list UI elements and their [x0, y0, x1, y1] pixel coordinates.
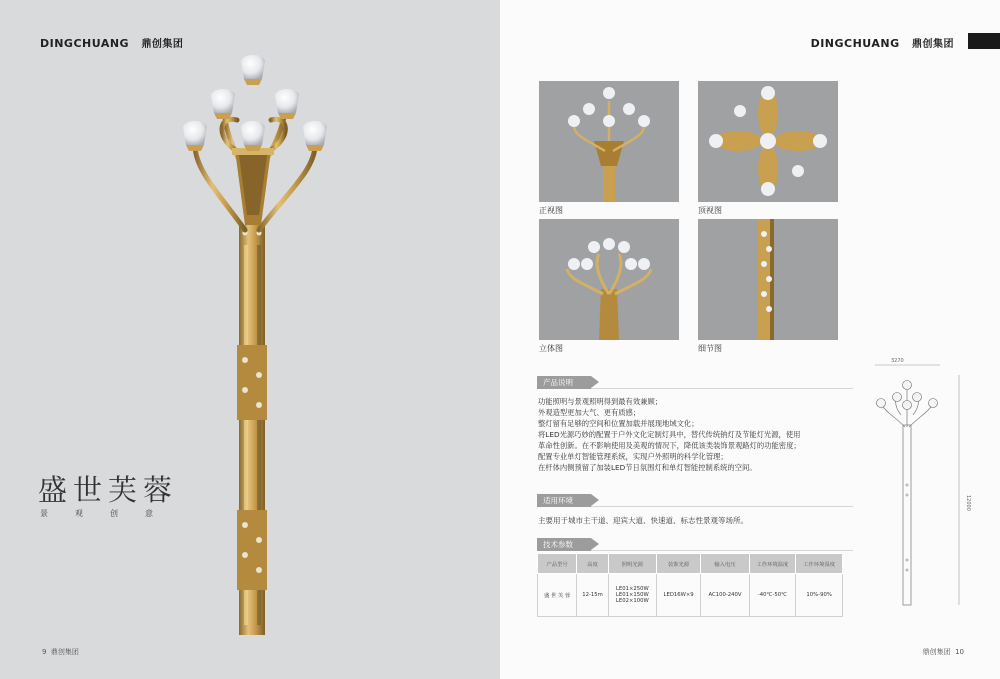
- description-line: 将LED光源巧妙的配置于户外文化定制灯具中，替代传统钠灯及节能灯光源，使用: [538, 430, 801, 439]
- spec-header: 工作环境温度: [749, 554, 796, 574]
- dimension-width-label: 3270: [891, 358, 904, 364]
- spec-table: [537, 553, 843, 617]
- spec-cell-temp: -40℃-50℃: [749, 574, 796, 617]
- page-number: 10: [955, 648, 964, 656]
- view-label-perspective: 立体图: [539, 344, 563, 353]
- spec-header: 装饰光源: [656, 554, 700, 574]
- spec-cell-voltage: AC100-240V: [701, 574, 749, 617]
- section-tag-specs: 技术参数: [537, 538, 591, 551]
- product-title: 盛世芙蓉: [38, 473, 179, 507]
- view-label-detail: 细节图: [698, 344, 722, 353]
- brand-bar-decoration: [968, 33, 1000, 49]
- table-row: [538, 574, 843, 617]
- streetlight-pole-illustration: [175, 55, 345, 635]
- footer-label: 鼎创集团: [922, 648, 951, 656]
- description-line: 整灯留有足够的空间和位置加载并展现地域文化；: [538, 419, 699, 428]
- page-footer-right: [923, 647, 964, 657]
- description-line: 在杆体内侧预留了加装LED节日氛围灯和单灯智能控制系统的空间。: [538, 463, 757, 472]
- brand-name-en: DINGCHUANG: [40, 37, 130, 50]
- spec-header: 照明光源: [608, 554, 656, 574]
- light-source-line: LE01×150W: [615, 592, 649, 598]
- dimension-drawing: [855, 355, 975, 610]
- description-line: 配置专业单灯智能管理系统，实现户外照明的科学化管理；: [538, 452, 728, 461]
- brand-header-left: [40, 35, 183, 50]
- product-subtitle: [40, 508, 180, 519]
- brand-name-cn: 鼎创集团: [912, 39, 954, 50]
- usage-text: 主要用于城市主干道、迎宾大道、快速道、标志性景观等场所。: [538, 516, 748, 525]
- spec-cell-light-source: [608, 574, 656, 617]
- subtitle-char: 景: [40, 509, 48, 518]
- spec-cell-decor-source: LED16W×9: [656, 574, 700, 617]
- description-line: 革命性创新。在不影响使用及美观的情况下，降低该类装饰景观路灯的功能密度；: [538, 441, 801, 450]
- view-label-top: 顶视图: [698, 206, 722, 215]
- brand-name-cn: 鼎创集团: [141, 39, 184, 50]
- section-tag-usage: 适用环境: [537, 494, 591, 507]
- description-line: 外观造型更加大气、更有质感；: [538, 408, 641, 417]
- page-footer-left: [42, 647, 79, 657]
- front-view-photo: [539, 81, 679, 202]
- spec-header-row: [538, 554, 843, 574]
- footer-label: 鼎创集团: [50, 648, 79, 656]
- brand-header-right: [811, 35, 954, 50]
- section-tag-description: 产品说明: [537, 376, 591, 389]
- top-view-photo: [698, 81, 838, 202]
- page-number: 9: [42, 648, 47, 656]
- subtitle-char: 观: [75, 509, 83, 518]
- subtitle-char: 创: [110, 509, 118, 518]
- spec-cell-humidity: 10%-90%: [796, 574, 843, 617]
- spec-cell-height: 12-15m: [577, 574, 609, 617]
- subtitle-char: 意: [145, 509, 153, 518]
- dimension-height-label: 12000: [965, 495, 971, 511]
- detail-view-photo: [698, 219, 838, 340]
- right-page: [500, 0, 1000, 679]
- perspective-view-photo: [539, 219, 679, 340]
- view-label-front: 正视图: [539, 206, 563, 215]
- spec-header: 工作环境湿度: [796, 554, 843, 574]
- spec-header: 输入电压: [701, 554, 749, 574]
- light-source-line: LE02×100W: [615, 598, 649, 604]
- brand-name-en: DINGCHUANG: [810, 37, 900, 50]
- description-line: 功能照明与景观照明得到最有效兼顾；: [538, 397, 663, 406]
- spec-header: 产品型号: [538, 554, 577, 574]
- spec-header: 高度: [577, 554, 609, 574]
- light-source-line: LE01×250W: [615, 586, 649, 592]
- product-description: [538, 396, 863, 473]
- spec-cell-model: 盛 世 芙 蓉: [538, 574, 577, 617]
